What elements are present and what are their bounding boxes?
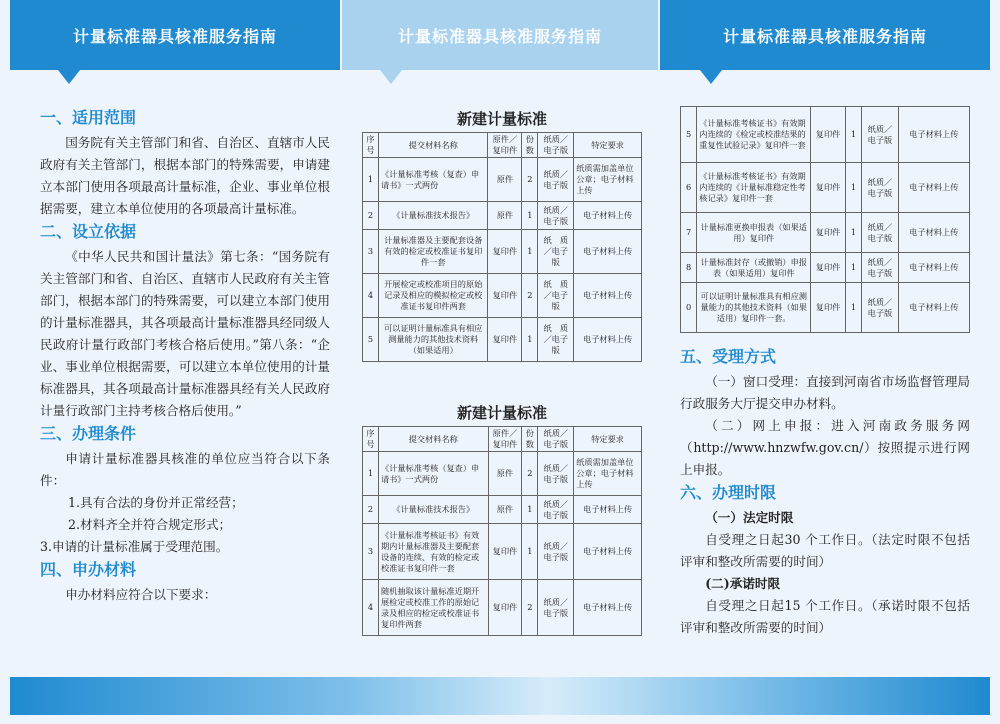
cell: 纸质／电子版 [862,253,899,283]
header-cell: 提交材料名称 [378,427,488,452]
cell: 复印件 [811,163,846,213]
table-row [363,274,642,318]
panel-title-left: 计量标准器具核准服务指南 [10,0,340,70]
cell: 0 [681,283,697,333]
section-title: 二、设立依据 [40,222,137,241]
banner-pointer [700,70,722,84]
cell: 复印件 [811,107,846,163]
cell: 纸质／电子版 [538,580,574,636]
cell: 2 [522,274,538,318]
cell: 5 [681,107,697,163]
banner-pointer [58,70,80,84]
table-title: 新建计量标准 [456,404,547,422]
cell: 1 [363,452,379,496]
cell: 《计量标准考核证书》有效期内连续的《计量标准稳定性考核记录》复印件一套 [697,163,811,213]
cell: 计量标准更换申报表（如果适用）复印件 [697,213,811,253]
section-text: 申办材料应符合以下要求： [65,587,217,602]
banner-pointer [380,70,402,84]
section-text: 自受理之日起30 个工作日。（法定时限不包括评审和整改所需要的时间） [680,532,970,569]
materials-table-1 [362,132,642,362]
cell: 6 [681,163,697,213]
cell: 纸质／电子版 [862,283,899,333]
table-row [363,524,642,580]
cell: 2 [522,158,538,202]
table-row [363,452,642,496]
header-cell: 纸质／电子版 [538,133,574,158]
section-text: 《中华人民共和国计量法》第七条：“国务院有关主管部门和省、自治区、直辖市人民政府有关主管部门，根据本部门的特殊需要，可以建立本部门使用的计量标准器具，其各项最高计量标准器具经同级人民政府计量行政部门考核合格后使用。”第八条：“企业、事业单位根据需要，可以建立本单位使用的计量标准器具，其各项最高计量标准器具经有关人民政府计量行政部门主持考核合格后使用。” [40,249,330,418]
cell: 计量标准封存（或撤销）申报表（如果适用）复印件 [697,253,811,283]
cell: 可以证明计量标准具有相应测量能力的其他技术资料（如果适用）复印件一套。 [697,283,811,333]
cell: 《计量标准技术报告》 [378,202,487,230]
cell: 电子材料上传 [574,496,642,524]
cell: 2 [522,452,538,496]
cell: 电子材料上传 [898,213,969,253]
cell: 《计量标准考核证书》有效期内连续的《检定或校准结果的重复性试验记录》复印件一套 [697,107,811,163]
cell: 复印件 [811,253,846,283]
left-column [40,106,330,606]
cell: 2 [363,202,379,230]
table-header-row [363,427,642,452]
table-row [681,213,970,253]
cell: 复印件 [488,580,522,636]
header-cell: 原件／复印件 [488,133,522,158]
table-header-row [363,133,642,158]
cell: 复印件 [488,318,522,362]
cell: 电子材料上传 [574,524,642,580]
cell: 电子材料上传 [574,318,642,362]
section-title: 六、办理时限 [680,483,777,502]
cell: 原件 [488,202,522,230]
header-cell: 原件／复印件 [488,427,522,452]
cell: 电子材料上传 [898,107,969,163]
cell: 电子材料上传 [898,283,969,333]
table-row [363,318,642,362]
cell: 纸质／电子版 [538,452,574,496]
section-title: 五、受理方式 [680,347,777,366]
cell: 原件 [488,158,522,202]
header-cell: 序号 [363,133,379,158]
section-text: 申请计量标准器具核准的单位应当符合以下条件： [40,451,330,488]
header-cell: 份数 [522,133,538,158]
table-row [363,202,642,230]
cell: 复印件 [811,283,846,333]
cell: 纸质／电子版 [538,496,574,524]
table-title: 新建计量标准 [456,110,547,128]
header-cell: 特定要求 [574,427,642,452]
subsection-title: (二)承诺时限 [705,576,781,591]
list-item: 1.具有合法的身份并正常经营； [68,495,244,510]
cell: 纸质需加盖单位公章；电子材料上传 [574,158,642,202]
cell: 7 [681,213,697,253]
cell: 电子材料上传 [898,253,969,283]
section-text: （二）网上申报：进入河南政务服务网（http://www.hnzwfw.gov.cn/）按照提示进行网上申报。 [680,418,970,477]
cell: 2 [522,580,538,636]
list-item: 2.材料齐全并符合规定形式； [68,517,232,532]
cell: 纸质需加盖单位公章；电子材料上传 [574,452,642,496]
middle-column [362,106,642,636]
cell: 开展检定或校准项目的原始记录及相应的模拟检定或校准证书复印件两套 [378,274,487,318]
header-cell: 序号 [363,427,379,452]
table-row [363,230,642,274]
cell: 复印件 [488,524,522,580]
section-title: 三、办理条件 [40,424,137,443]
panel-title-middle: 计量标准器具核准服务指南 [342,0,658,70]
cell: 《计量标准考核（复查）申请书》一式两份 [378,452,488,496]
table-row [363,580,642,636]
cell: 纸质／电子版 [862,213,899,253]
cell: 电子材料上传 [574,274,642,318]
cell: 《计量标准考核证书》有效期内计量标准器及主要配套设备的连续、有效的检定或校准证书复印件一套 [378,524,488,580]
section-title: 四、申办材料 [40,560,137,579]
cell: 1 [845,253,861,283]
right-column [680,106,970,639]
materials-table-3 [680,106,970,333]
section-text: 自受理之日起15 个工作日。（承诺时限不包括评审和整改所需要的时间） [680,598,970,635]
cell: 3 [363,524,379,580]
header-cell: 提交材料名称 [378,133,487,158]
cell: 随机抽取该计量标准近期开展检定或校准工作的原始记录及相应的检定或校准证书复印件两套 [378,580,488,636]
cell: 5 [363,318,379,362]
cell: 纸质／电子版 [538,158,574,202]
panel-title-right: 计量标准器具核准服务指南 [660,0,990,70]
cell: 1 [522,202,538,230]
materials-table-2 [362,426,642,636]
table-row [681,283,970,333]
cell: 1 [522,496,538,524]
cell: 1 [522,524,538,580]
cell: 纸质／电子版 [862,107,899,163]
cell: 纸质／电子版 [862,163,899,213]
table-row [363,158,642,202]
header-cell: 特定要求 [574,133,642,158]
cell: 1 [845,283,861,333]
cell: 原件 [488,452,522,496]
table-row [681,107,970,163]
cell: 8 [681,253,697,283]
cell: 4 [363,580,379,636]
cell: 原件 [488,496,522,524]
table-row [363,496,642,524]
cell: 电子材料上传 [574,580,642,636]
cell: 1 [845,107,861,163]
footer-band [10,677,990,715]
cell: 复印件 [488,274,522,318]
table-row [681,163,970,213]
cell: 1 [845,163,861,213]
cell: 1 [522,318,538,362]
section-text: 国务院有关主管部门和省、自治区、直辖市人民政府有关主管部门，根据本部门的特殊需要，申请建立本部门使用各项最高计量标准，企业、事业单位根据需要，建立本单位使用的各项最高计量标准。 [40,135,330,216]
cell: 《计量标准技术报告》 [378,496,488,524]
section-text: （一）窗口受理：直接到河南省市场监督管理局行政服务大厅提交申办材料。 [680,374,970,411]
cell: 复印件 [811,213,846,253]
table-row [681,253,970,283]
section-title: 一、适用范围 [40,108,137,127]
cell: 计量标准器及主要配套设备有效的检定或校准证书复印件一套 [378,230,487,274]
header-cell: 纸质／电子版 [538,427,574,452]
cell: 纸质／电子版 [538,202,574,230]
cell: 复印件 [488,230,522,274]
cell: 1 [522,230,538,274]
subsection-title: （一）法定时限 [705,510,794,525]
cell: 可以证明计量标准具有相应测量能力的其他技术资料（如果适用） [378,318,487,362]
cell: 电子材料上传 [574,202,642,230]
cell: 电子材料上传 [574,230,642,274]
cell: 纸 质／电子版 [538,230,574,274]
cell: 纸 质／电子版 [538,318,574,362]
cell: 1 [845,213,861,253]
cell: 纸质／电子版 [538,524,574,580]
cell: 3 [363,230,379,274]
cell: 1 [363,158,379,202]
cell: 4 [363,274,379,318]
cell: 电子材料上传 [898,163,969,213]
cell: 纸 质／电子版 [538,274,574,318]
list-item: 3.申请的计量标准属于受理范围。 [40,539,229,554]
header-cell: 份数 [522,427,538,452]
cell: 2 [363,496,379,524]
cell: 《计量标准考核（复查）申请书》一式两份 [378,158,487,202]
